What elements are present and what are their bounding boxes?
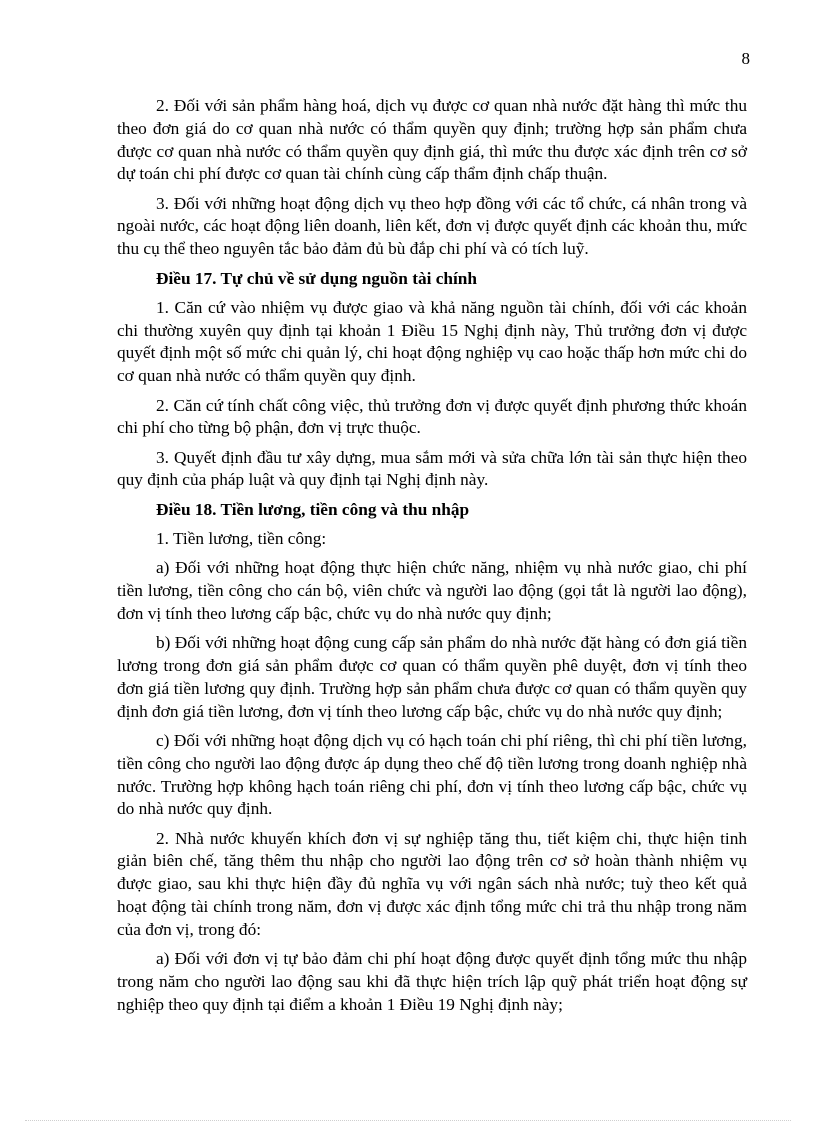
paragraph-clause-18-1b: b) Đối với những hoạt động cung cấp sản phẩm do nhà nước đặt hàng có đơn giá tiền lương trong đơn giá sản phẩm được cơ quan có thẩm quyền phê duyệt, đơn vị tính theo đơn giá tiền lương quy định. Trường hợp sản phẩm chưa được cơ quan có thẩm quyền quy định đơn giá tiền lương, đơn vị tính theo lương cấp bậc, chức vụ do nhà nước quy định;	[117, 633, 747, 721]
document-body	[117, 95, 747, 1023]
article-18-heading: Điều 18. Tiền lương, tiền công và thu nhập	[156, 499, 470, 519]
page-bottom-divider	[25, 1120, 791, 1121]
paragraph-clause-16-3: 3. Đối với những hoạt động dịch vụ theo hợp đồng với các tổ chức, cá nhân trong và ngoài nước, các hoạt động liên doanh, liên kết, đơn vị được quyết định các khoản thu, mức thu cụ thể theo nguyên tắc bảo đảm đủ bù đắp chi phí và có tích luỹ.	[117, 193, 747, 259]
paragraph-clause-16-2: 2. Đối với sản phẩm hàng hoá, dịch vụ được cơ quan nhà nước đặt hàng thì mức thu theo đơn giá do cơ quan nhà nước có thẩm quyền quy định; trường hợp sản phẩm chưa được cơ quan nhà nước có thẩm quyền quy định giá, thì mức thu được xác định trên cơ sở dự toán chi phí được cơ quan tài chính cùng cấp thẩm định chấp thuận.	[117, 96, 747, 184]
paragraph-clause-18-1c: c) Đối với những hoạt động dịch vụ có hạch toán chi phí riêng, thì chi phí tiền lương, tiền công cho người lao động được áp dụng theo chế độ tiền lương trong doanh nghiệp nhà nước. Trường hợp không hạch toán riêng chi phí, đơn vị tính theo lương cấp bậc, chức vụ do nhà nước quy định.	[117, 730, 747, 819]
paragraph-clause-18-1a: a) Đối với những hoạt động thực hiện chức năng, nhiệm vụ nhà nước giao, chi phí tiền lương, tiền công cho cán bộ, viên chức và người lao động (gọi tắt là người lao động), đơn vị tính theo lương cấp bậc, chức vụ do nhà nước quy định;	[117, 558, 747, 623]
paragraph-clause-17-2: 2. Căn cứ tính chất công việc, thủ trưởng đơn vị được quyết định phương thức khoán chi phí cho từng bộ phận, đơn vị trực thuộc.	[117, 395, 747, 438]
paragraph-clause-18-1: 1. Tiền lương, tiền công:	[156, 529, 327, 549]
page-number: 8	[741, 49, 750, 68]
paragraph-clause-17-3: 3. Quyết định đầu tư xây dựng, mua sắm mới và sửa chữa lớn tài sản thực hiện theo quy định của pháp luật và quy định tại Nghị định này.	[117, 447, 747, 490]
article-17-heading: Điều 17. Tự chủ về sử dụng nguồn tài chính	[156, 268, 478, 288]
paragraph-clause-18-2a: a) Đối với đơn vị tự bảo đảm chi phí hoạt động được quyết định tổng mức thu nhập trong năm cho người lao động sau khi đã thực hiện trích lập quỹ phát triển hoạt động sự nghiệp theo quy định tại điểm a khoản 1 Điều 19 Nghị định này;	[117, 949, 747, 1014]
paragraph-clause-18-2: 2. Nhà nước khuyến khích đơn vị sự nghiệp tăng thu, tiết kiệm chi, thực hiện tinh giản biên chế, tăng thêm thu nhập cho người lao động trên cơ sở hoàn thành nhiệm vụ được giao, sau khi thực hiện đầy đủ nghĩa vụ với ngân sách nhà nước; tuỳ theo kết quả hoạt động tài chính trong năm, đơn vị được xác định tổng mức chi trả thu nhập trong năm của đơn vị, trong đó:	[117, 828, 747, 939]
paragraph-clause-17-1: 1. Căn cứ vào nhiệm vụ được giao và khả năng nguồn tài chính, đối với các khoản chi thường xuyên quy định tại khoản 1 Điều 15 Nghị định này, Thủ trưởng đơn vị được quyết định một số mức chi quản lý, chi hoạt động nghiệp vụ cao hoặc thấp hơn mức chi do cơ quan nhà nước có thẩm quyền quy định.	[117, 297, 747, 386]
